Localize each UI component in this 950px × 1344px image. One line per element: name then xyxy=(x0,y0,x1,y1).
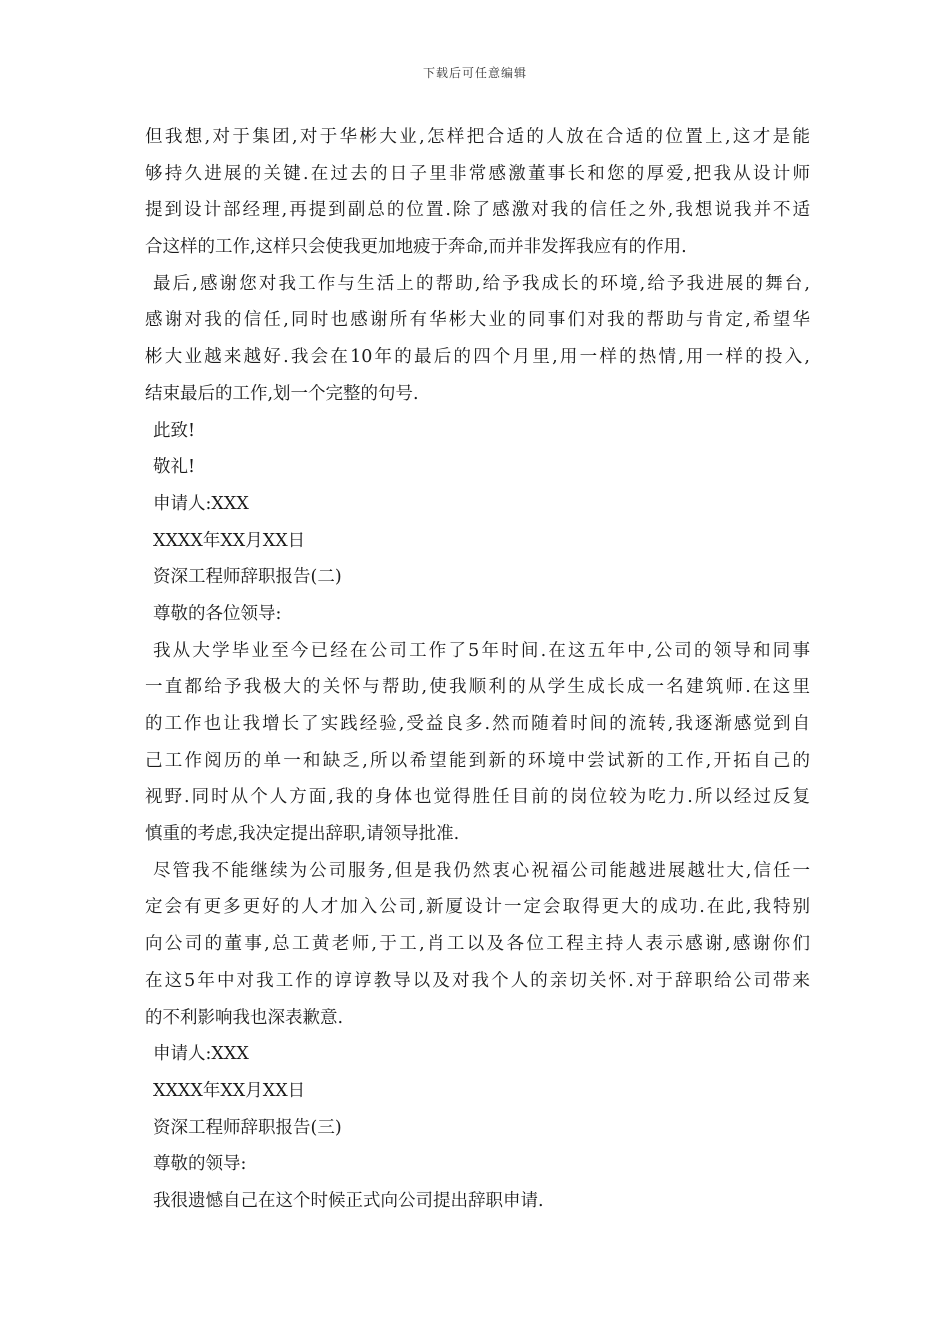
text-line: 的工作也让我增长了实践经验,受益良多.然而随着时间的流转,我逐渐感觉到自 xyxy=(145,714,810,734)
text-line: 定会有更多更好的人才加入公司,新厦设计一定会取得更大的成功.在此,我特别 xyxy=(145,897,810,918)
text-line: 感谢对我的信任,同时也感谢所有华彬大业的同事们对我的帮助与肯定,希望华 xyxy=(145,310,810,331)
text-line: 在这5年中对我工作的谆谆教导以及对我个人的亲切关怀.对于辞职给公司带来 xyxy=(145,970,810,991)
text-line: 慎重的考虑,我决定提出辞职,请领导批准. xyxy=(145,824,460,845)
text-line: XXXX年XX月XX日 xyxy=(153,530,306,551)
text-line: 尊敬的领导: xyxy=(153,1154,247,1175)
text-line: 但我想,对于集团,对于华彬大业,怎样把合适的人放在合适的位置上,这才是能 xyxy=(145,127,810,147)
text-line: 视野.同时从个人方面,我的身体也觉得胜任目前的岗位较为吃力.所以经过反复 xyxy=(145,787,810,808)
text-line: 己工作阅历的单一和缺乏,所以希望能到新的环境中尝试新的工作,开拓自己的 xyxy=(145,750,810,771)
text-line: 结束最后的工作,划一个完整的句号. xyxy=(145,383,419,404)
text-line: 合这样的工作,这样只会使我更加地疲于奔命,而并非发挥我应有的作用. xyxy=(145,237,687,258)
text-line: 彬大业越来越好.我会在10年的最后的四个月里,用一样的热情,用一样的投入, xyxy=(145,347,810,368)
text-line: 此致! xyxy=(153,420,196,441)
page-header: 下载后可任意编辑 xyxy=(422,66,527,80)
text-line: XXXX年XX月XX日 xyxy=(153,1080,306,1101)
text-line: 尽管我不能继续为公司服务,但是我仍然衷心祝福公司能越进展越壮大,信任一 xyxy=(153,860,810,881)
text-line: 我从大学毕业至今已经在公司工作了5年时间.在这五年中,公司的领导和同事 xyxy=(153,640,810,661)
text-line: 我很遗憾自己在这个时候正式向公司提出辞职申请. xyxy=(153,1190,544,1211)
text-line: 向公司的董事,总工黄老师,于工,肖工以及各位工程主持人表示感谢,感谢你们 xyxy=(145,934,810,955)
text-line: 够持久进展的关键.在过去的日子里非常感激董事长和您的厚爱,把我从设计师 xyxy=(145,163,810,184)
text-line: 资深工程师辞职报告(二) xyxy=(153,567,342,588)
text-line: 尊敬的各位领导: xyxy=(153,603,282,624)
text-line: 的不利影响我也深表歉意. xyxy=(145,1007,344,1028)
text-line: 一直都给予我极大的关怀与帮助,使我顺利的从学生成长成一名建筑师.在这里 xyxy=(145,677,810,698)
text-line: 最后,感谢您对我工作与生活上的帮助,给予我成长的环境,给予我进展的舞台, xyxy=(153,273,810,294)
text-line: 资深工程师辞职报告(三) xyxy=(153,1117,342,1138)
text-line: 敬礼! xyxy=(153,457,196,478)
text-line: 申请人:XXX xyxy=(153,493,249,514)
document-body xyxy=(145,119,810,1220)
text-line: 提到设计部经理,再提到副总的位置.除了感激对我的信任之外,我想说我并不适 xyxy=(145,200,810,221)
text-line: 申请人:XXX xyxy=(153,1044,249,1065)
